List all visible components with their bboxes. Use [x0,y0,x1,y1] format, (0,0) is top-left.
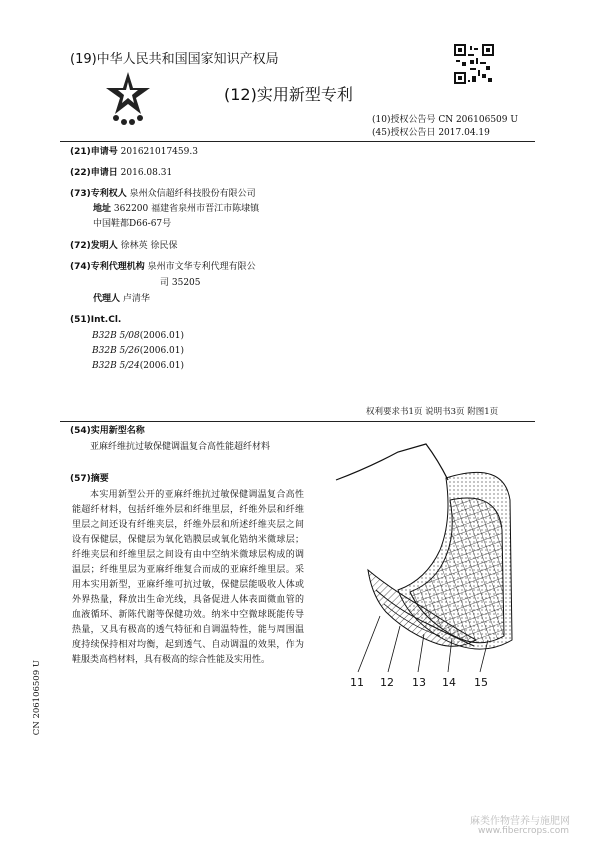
address-line2: 中国鞋都D66-67号 [93,219,172,229]
side-publication-code: CN 206106509 U [32,660,42,736]
agency-line2: 司 35205 [160,278,201,288]
watermark-line1: 麻类作物营养与施肥网 [470,816,570,827]
inventor-field: (72)发明人 徐林英 徐民保 [70,241,178,251]
int-cl-entry: B32B 5/08(2006.01) [92,331,185,341]
application-number-field: (21)申请号 201621017459.3 [70,147,198,157]
int-cl-entry: B32B 5/26(2006.01) [92,346,185,356]
document-type: (12)实用新型专利 [224,85,353,104]
patentee-field: (73)专利权人 泉州众信超纤科技股份有限公司 [70,189,256,199]
utility-model-title: 亚麻纤维抗过敏保健调温复合高性能超纤材料 [90,442,271,452]
figure-label-15: 15 [474,676,488,688]
figure-label-12: 12 [380,676,394,688]
agency-field: (74)专利代理机构 泉州市文华专利代理有限公 [70,262,256,272]
office-name: (19)中华人民共和国国家知识产权局 [70,52,279,67]
address-field: 地址 362200 福建省泉州市晋江市陈埭镇 [93,204,260,214]
int-cl-label: (51)Int.Cl. [70,315,122,325]
agent-field: 代理人 卢清华 [93,294,150,304]
pages-divider [60,421,535,422]
abstract-label: (57)摘要 [70,474,109,484]
header-divider [60,141,535,142]
int-cl-entry: B32B 5/24(2006.01) [92,361,185,371]
boot-outline [336,444,448,480]
figure-label-11: 11 [350,676,364,688]
application-date-field: (22)申请日 2016.08.31 [70,168,173,178]
title-label: (54)实用新型名称 [70,426,145,436]
publication-date: (45)授权公告日 2017.04.19 [372,128,490,138]
figure-label-13: 13 [412,676,426,688]
publication-info [372,114,518,140]
abstract-text: 本实用新型公开的亚麻纤维抗过敏保健调温复合高性能超纤材料，包括纤维外层和纤维里层，纤维外层和纤维里层之间还设有纤维夹层，纤维外层和所述纤维夹层之间设有保健层，保健层为氧化锆膜层或氧化锆纳米微球层；纤维夹层和纤维里层之间设有由中空纳米微球层构成的调温层；纤维里层为亚麻纤维复合而成的亚麻纤维里层。采用本实用新型，亚麻纤维可抗过敏，保健层能吸收人体或外界热量，释放出生命光线，具备促进人体表面微血管的血液循环、新陈代谢等保健功效。纳米中空微球既能传导热量，又具有极高的透气特征和自调温特性，能与周围温度持续保持相对均衡，起到透气、自动调温的效果，作为鞋服类高档材料，具有极高的综合性能及实用性。 [72,490,304,665]
pages-summary: 权利要求书1页 说明书3页 附图1页 [366,407,499,417]
qr-code-icon [454,44,494,84]
layer-structure-figure [328,440,516,688]
publication-number: (10)授权公告号 CN 206106509 U [372,115,518,125]
watermark-line2: www.fibercrops.com [478,826,569,836]
figure-label-14: 14 [442,676,456,688]
cnipa-emblem-icon [100,70,156,126]
